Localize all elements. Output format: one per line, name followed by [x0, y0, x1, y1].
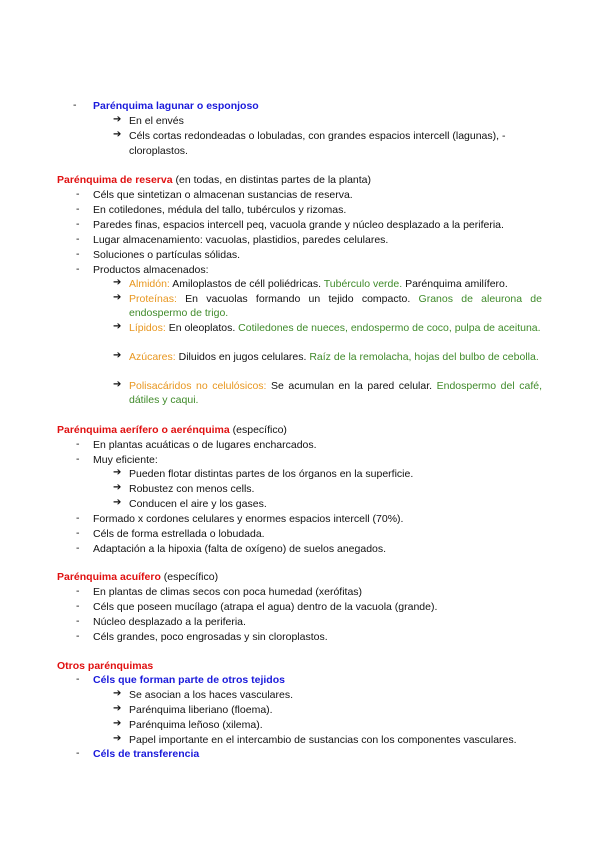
arrow-icon: ➔: [113, 703, 122, 714]
list-item: Paredes finas, espacios intercell peq, vacuola grande y núcleo desplazado a la periferia.: [93, 219, 504, 231]
list-item: Céls que poseen mucílago (atrapa el agua) dentro de la vacuola (grande).: [93, 601, 438, 613]
bullet-dash: -: [76, 527, 80, 539]
product-label: Almidón:: [129, 278, 170, 290]
bullet-dash: -: [76, 263, 80, 275]
product-item: [129, 350, 542, 364]
subheading-otros-tejidos: Céls que forman parte de otros tejidos: [93, 674, 285, 686]
arrow-icon: ➔: [113, 277, 122, 288]
arrow-icon: ➔: [113, 321, 122, 332]
list-item: En el envés: [129, 115, 184, 127]
product-item: [129, 379, 542, 407]
bullet-dash: -: [76, 233, 80, 245]
product-item: [129, 321, 542, 335]
bullet-dash: -: [73, 99, 77, 111]
arrow-icon: ➔: [113, 482, 122, 493]
product-text: En vacuolas formando un tejido compacto.: [176, 293, 419, 305]
arrow-icon: ➔: [113, 129, 122, 140]
bullet-dash: -: [76, 615, 80, 627]
arrow-icon: ➔: [113, 497, 122, 508]
heading-acuifero-suffix: (específico): [160, 571, 219, 583]
list-item: Soluciones o partículas sólidas.: [93, 249, 241, 261]
list-item: Lugar almacenamiento: vacuolas, plastidios, paredes celulares.: [93, 234, 389, 246]
bullet-dash: -: [76, 203, 80, 215]
arrow-icon: ➔: [113, 114, 122, 125]
product-example: Cotiledones de nueces, endospermo de coco, pulpa de aceituna.: [238, 322, 541, 334]
list-item: Céls cortas redondeadas o lobuladas, con grandes espacios intercell (lagunas), -: [129, 130, 506, 142]
list-item: Formado x cordones celulares y enormes espacios intercell (70%).: [93, 513, 404, 525]
arrow-icon: ➔: [113, 688, 122, 699]
list-item: En plantas de climas secos con poca humedad (xerófitas): [93, 586, 363, 598]
heading-otros: Otros parénquimas: [57, 660, 154, 672]
bullet-dash: -: [76, 630, 80, 642]
bullet-dash: -: [76, 248, 80, 260]
bullet-dash: -: [76, 453, 80, 465]
bullet-dash: -: [76, 585, 80, 597]
product-text: Se acumulan en la pared celular.: [266, 380, 437, 392]
list-item: Núcleo desplazado a la periferia.: [93, 616, 246, 628]
list-item: Céls de forma estrellada o lobudada.: [93, 528, 265, 540]
list-item: Conducen el aire y los gases.: [129, 498, 267, 510]
product-text: Amiloplastos de céll poliédricas.: [169, 278, 324, 290]
heading-lagunar: Parénquima lagunar o esponjoso: [93, 100, 259, 112]
heading-aerifero-title: Parénquima aerífero o aerénquima: [57, 424, 230, 436]
list-item: Adaptación a la hipoxia (falta de oxígeno) de suelos anegados.: [93, 543, 387, 555]
heading-aerifero: [57, 423, 287, 437]
list-item: Muy eficiente:: [93, 454, 158, 466]
subheading-transferencia: Céls de transferencia: [93, 748, 200, 760]
bullet-dash: -: [76, 747, 80, 759]
bullet-dash: -: [76, 673, 80, 685]
product-text: En oleoplatos.: [165, 322, 239, 334]
arrow-icon: ➔: [113, 733, 122, 744]
arrow-icon: ➔: [113, 292, 122, 303]
bullet-dash: -: [76, 188, 80, 200]
product-example: Endospermo del café, dátiles y caqui.: [129, 380, 542, 406]
arrow-icon: ➔: [113, 350, 122, 361]
heading-reserva-title: Parénquima de reserva: [57, 174, 173, 186]
list-item: Se asocian a los haces vasculares.: [129, 689, 294, 701]
list-item: Pueden flotar distintas partes de los órganos en la superficie.: [129, 468, 414, 480]
heading-reserva: [57, 173, 371, 187]
list-item: cloroplastos.: [129, 145, 188, 157]
bullet-dash: -: [76, 512, 80, 524]
product-example: Tubérculo verde.: [323, 278, 403, 290]
product-item: [129, 292, 542, 320]
product-label: Azúcares:: [129, 351, 176, 363]
bullet-dash: -: [76, 542, 80, 554]
bullet-dash: -: [76, 438, 80, 450]
list-item: Productos almacenados:: [93, 264, 209, 276]
heading-aerifero-suffix: (específico): [229, 424, 287, 436]
list-item: Céls que sintetizan o almacenan sustancias de reserva.: [93, 189, 353, 201]
heading-acuifero-title: Parénquima acuífero: [57, 571, 161, 583]
heading-reserva-suffix: (en todas, en distintas partes de la planta): [172, 174, 372, 186]
arrow-icon: ➔: [113, 467, 122, 478]
list-item: Papel importante en el intercambio de sustancias con los componentes vasculares.: [129, 734, 517, 746]
arrow-icon: ➔: [113, 718, 122, 729]
product-example: Raíz de la remolacha, hojas del bulbo de cebolla.: [309, 351, 539, 363]
list-item: Robustez con menos cells.: [129, 483, 255, 495]
product-example: Granos de aleurona de endospermo de trigo.: [129, 293, 542, 319]
list-item: Parénquima liberiano (floema).: [129, 704, 273, 716]
heading-acuifero: [57, 570, 218, 584]
list-item: Parénquima leñoso (xilema).: [129, 719, 263, 731]
bullet-dash: -: [76, 600, 80, 612]
list-item: En plantas acuáticas o de lugares encharcados.: [93, 439, 317, 451]
arrow-icon: ➔: [113, 379, 122, 390]
product-label: Proteínas:: [129, 293, 177, 305]
list-item: Céls grandes, poco engrosadas y sin cloroplastos.: [93, 631, 328, 643]
product-tail: Parénquima amilífero.: [402, 278, 508, 290]
product-item: [129, 277, 508, 291]
product-text: Diluidos en jugos celulares.: [175, 351, 310, 363]
bullet-dash: -: [76, 218, 80, 230]
product-label: Lípidos:: [129, 322, 166, 334]
product-label: Polisacáridos no celulósicos:: [129, 380, 267, 392]
list-item: En cotiledones, médula del tallo, tubérculos y rizomas.: [93, 204, 347, 216]
